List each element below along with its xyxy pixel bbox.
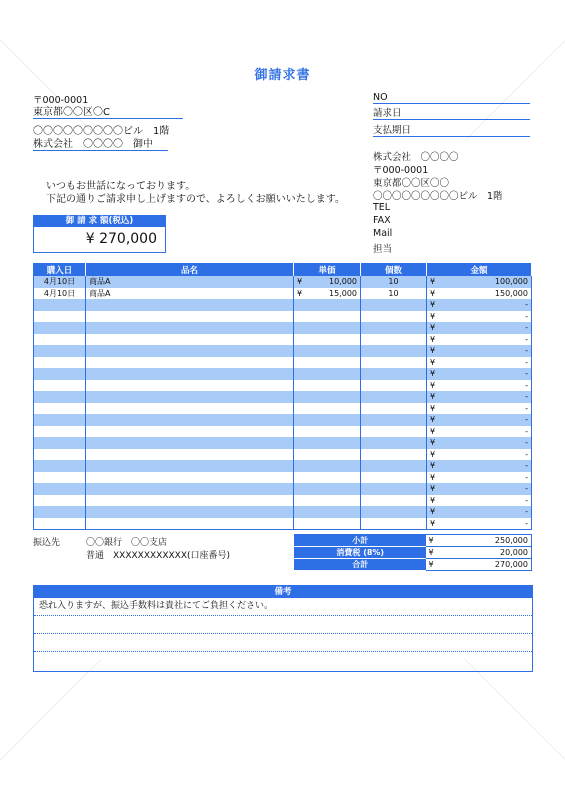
cell-date — [34, 380, 86, 392]
yen-sign: ¥ — [430, 346, 436, 356]
cell-price — [294, 460, 361, 472]
summary-row-subtotal — [295, 535, 532, 547]
notes-line — [34, 634, 532, 652]
cell-item — [86, 437, 294, 449]
cell-price — [294, 437, 361, 449]
cell-price — [294, 495, 361, 507]
cell-item — [86, 322, 294, 334]
cell-amount — [427, 288, 532, 300]
table-row — [34, 506, 532, 518]
table-header-row — [34, 264, 532, 277]
page-title: 御請求書 — [254, 68, 311, 83]
notes-line — [34, 616, 532, 634]
cell-date — [34, 437, 86, 449]
table-row — [34, 368, 532, 380]
cell-item — [86, 311, 294, 323]
yen-sign: ¥ — [430, 472, 436, 482]
cell-date — [34, 322, 86, 334]
cell-price — [294, 299, 361, 311]
cell-item — [86, 506, 294, 518]
yen-sign: ¥ — [430, 311, 436, 321]
cell-amount — [427, 311, 532, 323]
cell-date — [34, 483, 86, 495]
yen-sign: ¥ — [426, 547, 440, 559]
issuer-postal: 〒000-0001 — [373, 165, 429, 176]
cell-amount — [427, 322, 532, 334]
cell-amount — [427, 403, 532, 415]
table-row — [34, 288, 532, 300]
col-header-item: 品名 — [86, 264, 294, 277]
amount-value: - — [525, 449, 528, 459]
tax-value: 20,000 — [440, 547, 532, 559]
amount-value: - — [525, 484, 528, 494]
yen-sign: ¥ — [430, 484, 436, 494]
cell-qty — [361, 299, 427, 311]
amount-value: - — [525, 426, 528, 436]
cell-qty — [361, 518, 427, 530]
cell-price — [294, 506, 361, 518]
cell-qty: 10 — [361, 288, 427, 300]
recipient-building: 〇〇〇〇〇〇〇〇〇ビル 1階 — [33, 126, 170, 137]
doc-date-field: 請求日 — [373, 105, 530, 120]
cell-item — [86, 380, 294, 392]
yen-sign: ¥ — [430, 357, 436, 367]
cell-amount — [427, 506, 532, 518]
cell-qty — [361, 357, 427, 369]
table-row — [34, 495, 532, 507]
table-row — [34, 357, 532, 369]
cell-amount — [427, 518, 532, 530]
cell-amount — [427, 495, 532, 507]
cell-amount — [427, 437, 532, 449]
yen-sign: ¥ — [430, 300, 436, 310]
yen-sign: ¥ — [430, 380, 436, 390]
issuer-building: 〇〇〇〇〇〇〇〇〇ビル 1階 — [373, 191, 503, 202]
bank-name: 〇〇銀行 〇〇支店 — [86, 538, 168, 548]
recipient-company: 株式会社 〇〇〇〇 御中 — [33, 135, 168, 151]
subtotal-label: 小計 — [295, 535, 426, 547]
bank-label: 振込先 — [33, 538, 61, 548]
cell-price — [294, 380, 361, 392]
yen-sign: ¥ — [297, 288, 303, 298]
cell-qty — [361, 403, 427, 415]
table-row — [34, 460, 532, 472]
recipient-postal: 〒000-0001 — [33, 95, 89, 106]
summary-row-tax — [295, 547, 532, 559]
total-label: 合計 — [295, 559, 426, 571]
cell-item — [86, 426, 294, 438]
cell-qty — [361, 426, 427, 438]
cell-qty — [361, 437, 427, 449]
amount-value: - — [525, 461, 528, 471]
cell-qty — [361, 449, 427, 461]
cell-date — [34, 334, 86, 346]
summary-row-total — [295, 559, 532, 571]
tax-label: 消費税 (8%) — [295, 547, 426, 559]
cell-date — [34, 472, 86, 484]
cell-date — [34, 357, 86, 369]
issuer-company: 株式会社 〇〇〇〇 — [373, 152, 459, 163]
yen-sign: ¥ — [430, 449, 436, 459]
cell-date — [34, 426, 86, 438]
greeting-line2: 下記の通りご請求申し上げますので、よろしくお願いいたします。 — [46, 194, 345, 205]
amount-value: - — [525, 334, 528, 344]
cell-qty — [361, 322, 427, 334]
yen-sign: ¥ — [430, 438, 436, 448]
issuer-fax: FAX — [373, 215, 391, 226]
price-value: 15,000 — [329, 288, 357, 298]
doc-due-field: 支払期日 — [373, 122, 530, 137]
notes-line — [34, 652, 532, 669]
yen-sign: ¥ — [297, 277, 303, 287]
cell-date — [34, 368, 86, 380]
bank-account: 普通 XXXXXXXXXXXX(口座番号) — [86, 551, 231, 561]
amount-value: - — [525, 518, 528, 528]
cell-amount — [427, 334, 532, 346]
cell-amount — [427, 472, 532, 484]
cell-amount — [427, 345, 532, 357]
cell-amount — [427, 414, 532, 426]
invoice-amount-label: 御 請 求 額(税込) — [34, 216, 165, 227]
notes-label: 備考 — [34, 586, 532, 598]
cell-date — [34, 449, 86, 461]
amount-value: - — [525, 495, 528, 505]
corner-line — [464, 659, 565, 801]
cell-item — [86, 368, 294, 380]
cell-date — [34, 506, 86, 518]
cell-qty — [361, 368, 427, 380]
amount-value: - — [525, 311, 528, 321]
issuer-mail: Mail — [373, 228, 393, 239]
cell-qty — [361, 311, 427, 323]
col-header-qty: 個数 — [361, 264, 427, 277]
doc-no-field: NO — [373, 92, 530, 104]
cell-date — [34, 345, 86, 357]
yen-sign: ¥ — [430, 495, 436, 505]
col-header-price: 単価 — [294, 264, 361, 277]
amount-value: - — [525, 415, 528, 425]
amount-value: - — [525, 380, 528, 390]
yen-sign: ¥ — [430, 369, 436, 379]
cell-date — [34, 518, 86, 530]
amount-value: - — [525, 323, 528, 333]
amount-value: - — [525, 346, 528, 356]
notes-line: 恐れ入りますが、振込手数料は貴社にてご負担ください。 — [34, 598, 532, 616]
cell-item — [86, 483, 294, 495]
cell-price — [294, 276, 361, 288]
cell-amount — [427, 391, 532, 403]
cell-date — [34, 460, 86, 472]
cell-price — [294, 322, 361, 334]
cell-date — [34, 495, 86, 507]
table-row — [34, 483, 532, 495]
cell-item — [86, 345, 294, 357]
table-row — [34, 334, 532, 346]
yen-sign: ¥ — [426, 535, 440, 547]
yen-sign: ¥ — [430, 415, 436, 425]
cell-price — [294, 357, 361, 369]
cell-amount — [427, 460, 532, 472]
table-row — [34, 518, 532, 530]
cell-item — [86, 460, 294, 472]
cell-price — [294, 391, 361, 403]
cell-price — [294, 345, 361, 357]
cell-price — [294, 472, 361, 484]
issuer-person: 担当 — [373, 244, 393, 255]
col-header-date: 購入日 — [34, 264, 86, 277]
cell-date — [34, 391, 86, 403]
amount-value: - — [525, 438, 528, 448]
subtotal-value: 250,000 — [440, 535, 532, 547]
amount-value: - — [525, 392, 528, 402]
cell-item — [86, 391, 294, 403]
cell-price — [294, 403, 361, 415]
amount-value: - — [525, 300, 528, 310]
cell-amount — [427, 368, 532, 380]
amount-value: - — [525, 369, 528, 379]
cell-date: 4月10日 — [34, 288, 86, 300]
cell-item — [86, 449, 294, 461]
table-row — [34, 391, 532, 403]
cell-amount — [427, 483, 532, 495]
cell-price — [294, 334, 361, 346]
table-row — [34, 437, 532, 449]
cell-qty — [361, 414, 427, 426]
cell-qty — [361, 495, 427, 507]
cell-date — [34, 311, 86, 323]
cell-item — [86, 414, 294, 426]
cell-date — [34, 403, 86, 415]
greeting-line1: いつもお世話になっております。 — [46, 181, 196, 192]
cell-item: 商品A — [86, 288, 294, 300]
yen-sign: ¥ — [430, 507, 436, 517]
cell-price — [294, 518, 361, 530]
cell-item — [86, 357, 294, 369]
cell-item — [86, 518, 294, 530]
amount-value: - — [525, 403, 528, 413]
cell-amount — [427, 380, 532, 392]
cell-qty — [361, 391, 427, 403]
cell-date — [34, 414, 86, 426]
cell-price — [294, 288, 361, 300]
col-header-amount: 金額 — [427, 264, 532, 277]
cell-amount — [427, 357, 532, 369]
cell-price — [294, 483, 361, 495]
table-row — [34, 380, 532, 392]
summary-table — [294, 534, 532, 571]
cell-qty — [361, 483, 427, 495]
yen-sign: ¥ — [430, 461, 436, 471]
items-table — [33, 263, 532, 530]
amount-value: 150,000 — [494, 288, 528, 298]
cell-price — [294, 449, 361, 461]
recipient-address: 東京都〇〇区〇C — [33, 103, 183, 119]
cell-item — [86, 334, 294, 346]
table-row — [34, 472, 532, 484]
cell-item: 商品A — [86, 276, 294, 288]
cell-amount — [427, 299, 532, 311]
table-row — [34, 414, 532, 426]
yen-sign: ¥ — [430, 518, 436, 528]
cell-amount — [427, 449, 532, 461]
cell-price — [294, 414, 361, 426]
cell-price — [294, 426, 361, 438]
yen-sign: ¥ — [430, 323, 436, 333]
invoice-amount-value: ¥ 270,000 — [85, 231, 157, 247]
table-row — [34, 449, 532, 461]
amount-value: - — [525, 357, 528, 367]
table-row — [34, 276, 532, 288]
cell-qty — [361, 334, 427, 346]
table-row — [34, 426, 532, 438]
cell-item — [86, 403, 294, 415]
issuer-tel: TEL — [373, 202, 391, 213]
issuer-address: 東京都〇〇区〇〇 — [373, 178, 450, 189]
yen-sign: ¥ — [430, 334, 436, 344]
amount-value: - — [525, 472, 528, 482]
amount-value: 100,000 — [494, 277, 528, 287]
table-row — [34, 345, 532, 357]
amount-value: - — [525, 507, 528, 517]
yen-sign: ¥ — [426, 559, 440, 571]
cell-qty: 10 — [361, 276, 427, 288]
cell-date — [34, 299, 86, 311]
table-row — [34, 403, 532, 415]
table-row — [34, 322, 532, 334]
yen-sign: ¥ — [430, 403, 436, 413]
cell-item — [86, 495, 294, 507]
yen-sign: ¥ — [430, 426, 436, 436]
cell-date: 4月10日 — [34, 276, 86, 288]
price-value: 10,000 — [329, 277, 357, 287]
cell-item — [86, 472, 294, 484]
table-row — [34, 299, 532, 311]
cell-amount — [427, 426, 532, 438]
table-row — [34, 311, 532, 323]
cell-price — [294, 311, 361, 323]
cell-amount — [427, 276, 532, 288]
cell-qty — [361, 506, 427, 518]
yen-sign: ¥ — [430, 392, 436, 402]
notes-box — [33, 585, 533, 672]
yen-sign: ¥ — [430, 288, 436, 298]
cell-qty — [361, 345, 427, 357]
cell-qty — [361, 472, 427, 484]
invoice-amount-box — [33, 215, 166, 253]
total-value: 270,000 — [440, 559, 532, 571]
yen-sign: ¥ — [430, 277, 436, 287]
corner-line — [0, 659, 102, 801]
cell-qty — [361, 460, 427, 472]
cell-item — [86, 299, 294, 311]
cell-qty — [361, 380, 427, 392]
cell-price — [294, 368, 361, 380]
